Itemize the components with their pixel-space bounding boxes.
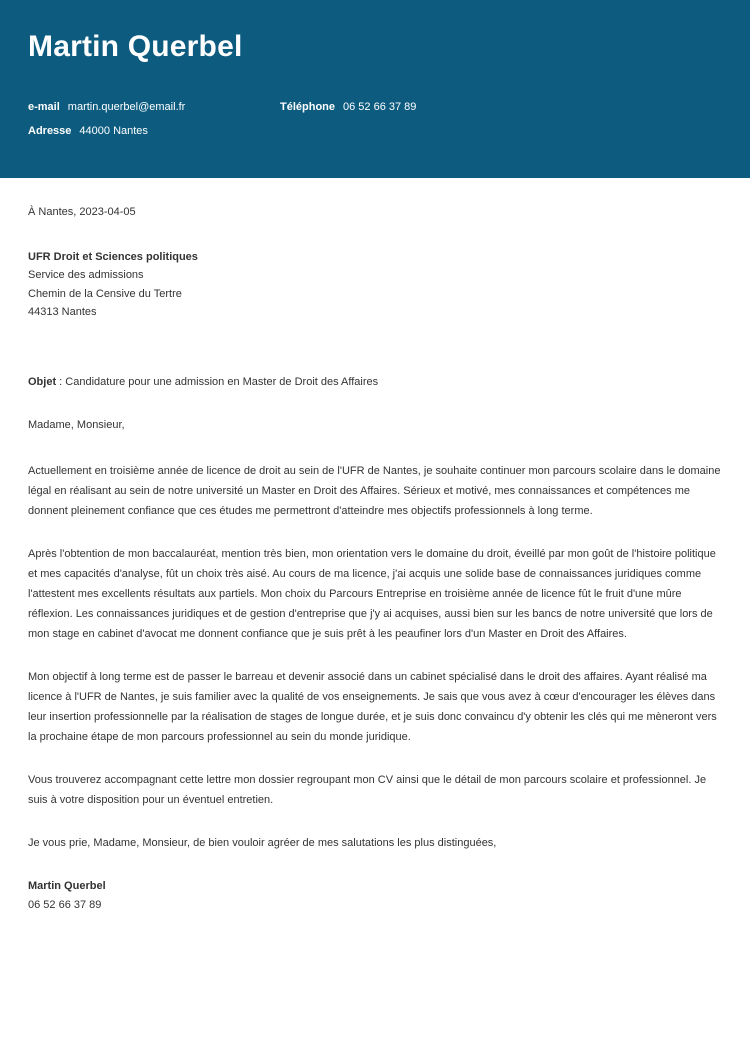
contact-address-value: 44000 Nantes <box>79 125 148 137</box>
recipient-street: Chemin de la Censive du Tertre <box>28 287 182 300</box>
salutation: Madame, Monsieur, <box>28 418 125 431</box>
subject-text: : Candidature pour une admission en Master de Droit des Affaires <box>56 375 379 388</box>
signature-phone: 06 52 66 37 89 <box>28 899 102 912</box>
applicant-name: Martin Querbel <box>28 30 243 63</box>
contact-email-value: martin.querbel@email.fr <box>67 101 186 113</box>
recipient-block <box>28 248 722 322</box>
signature-name: Martin Querbel <box>28 880 106 893</box>
contact-phone-label: Téléphone <box>280 101 336 113</box>
contact-email <box>28 101 280 113</box>
contact-email-label: e-mail <box>28 101 60 113</box>
subject-label: Objet <box>28 375 57 388</box>
date-line: À Nantes, 2023-04-05 <box>28 206 136 218</box>
contact-details <box>28 101 722 137</box>
subject-line <box>28 376 722 388</box>
contact-row <box>28 101 722 113</box>
letter-paragraph: Après l'obtention de mon baccalauréat, mention très bien, mon orientation vers le domaine du droit, éveillé par mon goût de l'histoire politique et mes capacités d'analyse, fût un choix très aisé. Au cours de ma licence, j'ai acquis une solide base de connaissances juridiques comme l'attestent mes excellents résultats aux partiels. Mon choix du Parcours Entreprise en troisième année de licence fût le fruit d'une mûre réflexion. Les connaissances juridiques et de gestion d'entreprise que j'y ai acquises, aussi bien sur les bancs de notre université que lors de mon stage en cabinet d'avocat me donnent confiance que je suis prêt à les peaufiner lors d'un Master en Droit des Affaires. <box>28 547 716 640</box>
letter-header <box>0 0 750 178</box>
contact-address <box>28 125 280 137</box>
letter-body <box>0 178 750 911</box>
contact-phone <box>280 101 416 113</box>
closing-formula: Je vous prie, Madame, Monsieur, de bien vouloir agréer de mes salutations les plus distinguées, <box>28 837 497 850</box>
letter-paragraph: Mon objectif à long terme est de passer le barreau et devenir associé dans un cabinet spécialisé dans le droit des affaires. Ayant réalisé ma licence à l'UFR de Nantes, je suis familier avec la qualité de vos enseignements. Je sais que vous avez à cœur d'encourager les élèves dans leur insertion professionnelle par la réalisation de stages de longue durée, et je suis donc convaincu d'y obtenir les clés qui me mèneront vers la prochaine étape de mon parcours professionnel au sein du monde juridique. <box>28 671 717 744</box>
contact-address-label: Adresse <box>28 125 72 137</box>
recipient-organization: UFR Droit et Sciences politiques <box>28 251 198 263</box>
contact-phone-value: 06 52 66 37 89 <box>343 101 417 113</box>
letter-paragraph: Actuellement en troisième année de licence de droit au sein de l'UFR de Nantes, je souhaite continuer mon parcours scolaire dans le domaine légal en réalisant au sein de notre université un Master en Droit des Affaires. Sérieux et motivé, mes connaissances et compétences me donnent pleinement confiance que ces études me permettront d'atteindre mes objectifs professionnels à long terme. <box>28 464 721 517</box>
letter-paragraph: Vous trouverez accompagnant cette lettre mon dossier regroupant mon CV ainsi que le détail de mon parcours scolaire et professionnel. Je suis à votre disposition pour un éventuel entretien. <box>28 774 707 807</box>
recipient-department: Service des admissions <box>28 269 144 282</box>
recipient-city: 44313 Nantes <box>28 306 97 319</box>
contact-row <box>28 125 722 137</box>
